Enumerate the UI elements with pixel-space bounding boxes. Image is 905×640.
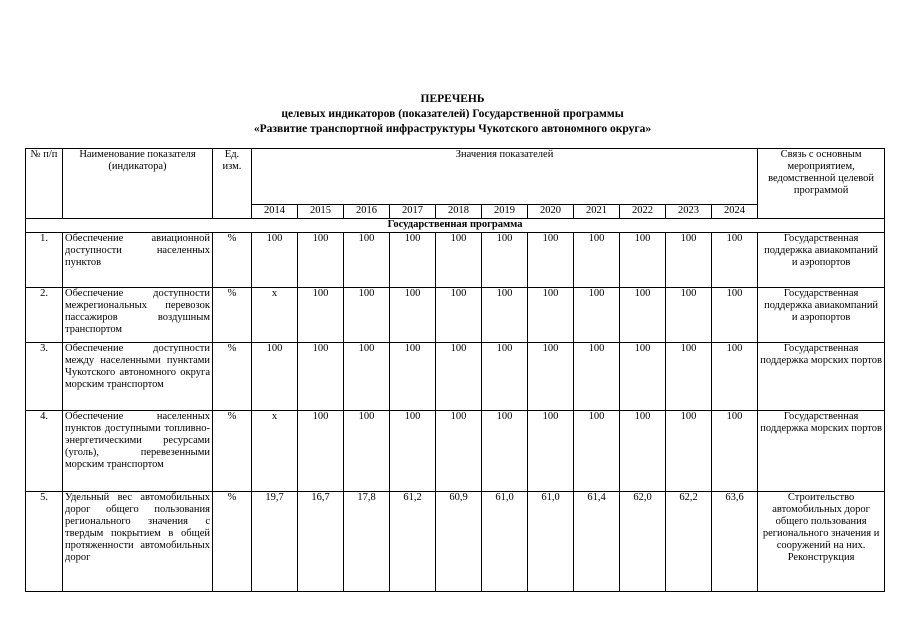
value-cell: 100 <box>712 343 758 411</box>
value-cell: 100 <box>482 411 528 492</box>
year-header: 2019 <box>482 205 528 219</box>
value-cell: 100 <box>436 233 482 288</box>
table-row <box>26 492 885 592</box>
value-cell: 61,0 <box>528 492 574 592</box>
row-number: 5. <box>26 492 63 592</box>
value-cell: 100 <box>712 288 758 343</box>
value-cell: 100 <box>482 288 528 343</box>
value-cell: 100 <box>528 343 574 411</box>
value-cell: 100 <box>528 288 574 343</box>
year-header: 2024 <box>712 205 758 219</box>
year-header: 2021 <box>574 205 620 219</box>
indicator-name: Обеспечение авиационной доступности населенных пунктов <box>63 233 213 288</box>
row-number: 1. <box>26 233 63 288</box>
link-cell: Государственная поддержка морских портов <box>758 343 885 411</box>
table-row <box>26 411 885 492</box>
value-cell: 100 <box>298 288 344 343</box>
unit-cell: % <box>213 288 252 343</box>
value-cell: 100 <box>666 343 712 411</box>
header-num: № п/п <box>26 149 63 219</box>
year-header: 2022 <box>620 205 666 219</box>
value-cell: 100 <box>252 233 298 288</box>
value-cell: 100 <box>390 411 436 492</box>
header-unit: Ед. изм. <box>213 149 252 219</box>
row-number: 3. <box>26 343 63 411</box>
value-cell: 100 <box>344 233 390 288</box>
value-cell: 61,2 <box>390 492 436 592</box>
unit-cell: % <box>213 233 252 288</box>
value-cell: 100 <box>666 411 712 492</box>
value-cell: 100 <box>712 411 758 492</box>
value-cell: 100 <box>528 233 574 288</box>
value-cell: 61,4 <box>574 492 620 592</box>
section-row <box>26 219 885 233</box>
unit-cell: % <box>213 411 252 492</box>
value-cell: 100 <box>298 233 344 288</box>
year-header: 2015 <box>298 205 344 219</box>
indicators-table <box>25 148 885 592</box>
indicator-name: Обеспечение доступности между населенными пунктами Чукотского автономного округа морским транспортом <box>63 343 213 411</box>
indicator-name: Обеспечение населенных пунктов доступными топливно-энергетическими ресурсами (уголь), перевезенными морским транспортом <box>63 411 213 492</box>
value-cell: 19,7 <box>252 492 298 592</box>
header-link: Связь с основным мероприятием, ведомственной целевой программой <box>758 149 885 219</box>
value-cell: 100 <box>620 288 666 343</box>
year-header: 2017 <box>390 205 436 219</box>
section-title: Государственная программа <box>26 219 885 233</box>
value-cell: 62,2 <box>666 492 712 592</box>
row-number: 2. <box>26 288 63 343</box>
value-cell: 100 <box>390 343 436 411</box>
value-cell: 100 <box>482 343 528 411</box>
row-number: 4. <box>26 411 63 492</box>
header-row <box>26 149 885 205</box>
value-cell: 100 <box>298 411 344 492</box>
value-cell: x <box>252 288 298 343</box>
indicator-name: Обеспечение доступности межрегиональных перевозок пассажиров воздушным транспортом <box>63 288 213 343</box>
value-cell: 100 <box>574 233 620 288</box>
indicator-name: Удельный вес автомобильных дорог общего пользования регионального значения с твердым покрытием в общей протяженности автомобильных дорог <box>63 492 213 592</box>
value-cell: 100 <box>298 343 344 411</box>
value-cell: 100 <box>436 411 482 492</box>
link-cell: Строительство автомобильных дорог общего пользования регионального значения и сооружений на них. Реконструкция <box>758 492 885 592</box>
value-cell: 100 <box>620 411 666 492</box>
link-cell: Государственная поддержка авиакомпаний и аэропортов <box>758 288 885 343</box>
value-cell: 16,7 <box>298 492 344 592</box>
value-cell: 100 <box>574 411 620 492</box>
value-cell: 100 <box>344 343 390 411</box>
value-cell: 61,0 <box>482 492 528 592</box>
value-cell: x <box>252 411 298 492</box>
title-line-2: целевых индикаторов (показателей) Государственной программы <box>281 108 624 120</box>
link-cell: Государственная поддержка авиакомпаний и аэропортов <box>758 233 885 288</box>
year-header: 2014 <box>252 205 298 219</box>
value-cell: 100 <box>390 288 436 343</box>
value-cell: 100 <box>712 233 758 288</box>
table-row <box>26 233 885 288</box>
table-row <box>26 288 885 343</box>
value-cell: 63,6 <box>712 492 758 592</box>
year-header: 2016 <box>344 205 390 219</box>
unit-cell: % <box>213 343 252 411</box>
value-cell: 100 <box>666 288 712 343</box>
title-line-1: ПЕРЕЧЕНЬ <box>420 93 485 105</box>
value-cell: 100 <box>666 233 712 288</box>
value-cell: 100 <box>436 343 482 411</box>
unit-cell: % <box>213 492 252 592</box>
value-cell: 100 <box>620 343 666 411</box>
value-cell: 100 <box>528 411 574 492</box>
value-cell: 17,8 <box>344 492 390 592</box>
value-cell: 62,0 <box>620 492 666 592</box>
value-cell: 100 <box>344 411 390 492</box>
document-title <box>0 92 905 137</box>
value-cell: 60,9 <box>436 492 482 592</box>
header-name: Наименование показателя (индикатора) <box>63 149 213 219</box>
year-header: 2023 <box>666 205 712 219</box>
year-header: 2020 <box>528 205 574 219</box>
header-values: Значения показателей <box>252 149 758 205</box>
year-header: 2018 <box>436 205 482 219</box>
value-cell: 100 <box>436 288 482 343</box>
table-row <box>26 343 885 411</box>
value-cell: 100 <box>620 233 666 288</box>
value-cell: 100 <box>574 343 620 411</box>
value-cell: 100 <box>482 233 528 288</box>
value-cell: 100 <box>344 288 390 343</box>
link-cell: Государственная поддержка морских портов <box>758 411 885 492</box>
title-line-3: «Развитие транспортной инфраструктуры Чукотского автономного округа» <box>253 123 652 135</box>
value-cell: 100 <box>252 343 298 411</box>
value-cell: 100 <box>574 288 620 343</box>
value-cell: 100 <box>390 233 436 288</box>
